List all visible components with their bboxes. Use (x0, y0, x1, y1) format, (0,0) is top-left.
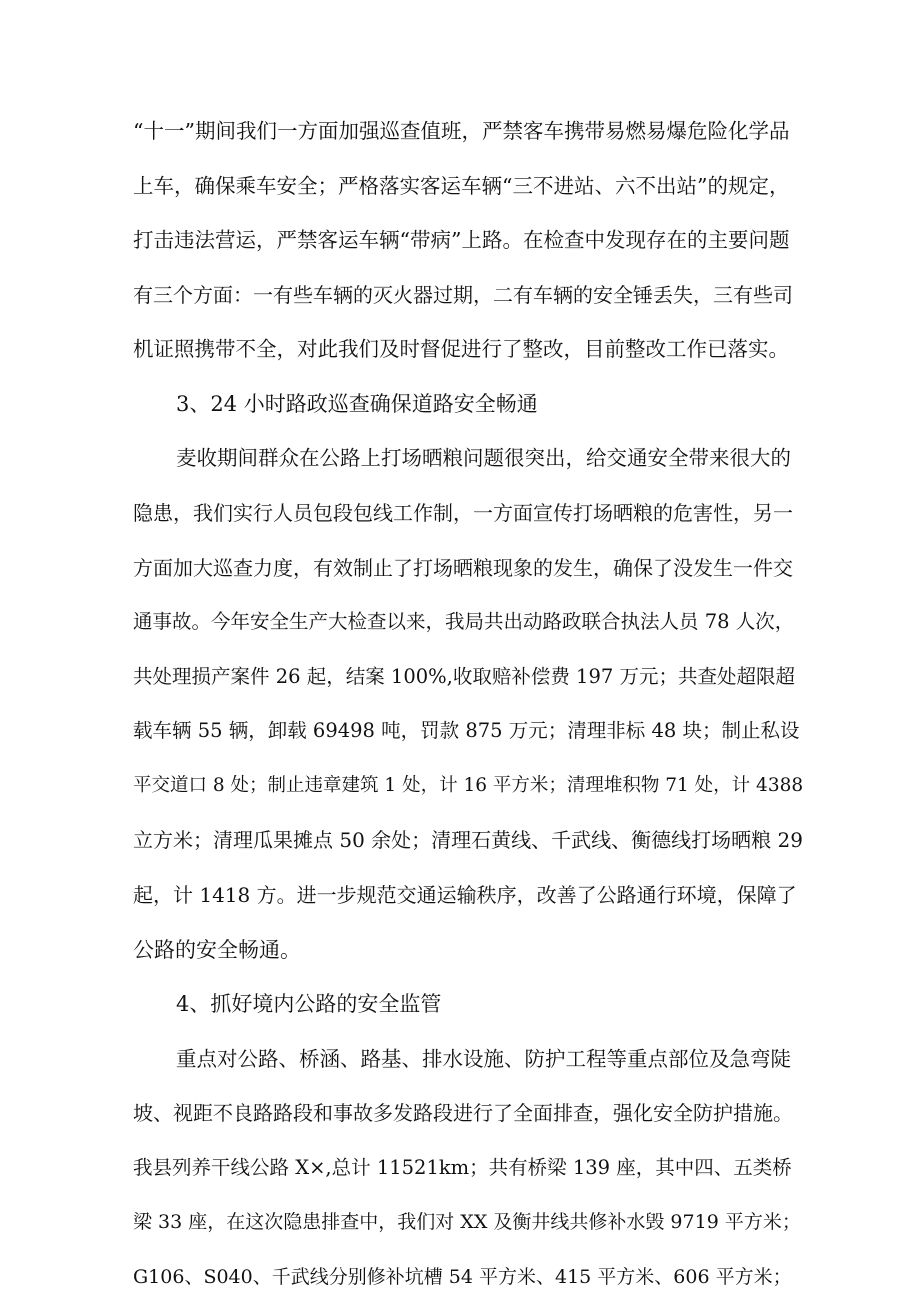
paragraph-3-line-2: 坡、视距不良路路段和事故多发路段进行了全面排查，强化安全防护措施。 (133, 1101, 793, 1125)
paragraph-1-line-4: 有三个方面：一有些车辆的灭火器过期，二有车辆的安全锤丢失，三有些司 (133, 283, 793, 307)
paragraph-2-line-10: 公路的安全畅通。 (133, 938, 301, 962)
paragraph-2-line-9: 起，计 1418 方。进一步规范交通运输秩序，改善了公路通行环境，保障了 (133, 883, 797, 907)
paragraph-2-line-5: 共处理损产案件 26 起，结案 100%,收取赔补偿费 197 万元；共查处超限超 (133, 665, 795, 688)
paragraph-1-line-3: 打击违法营运，严禁客运车辆“带病”上路。在检查中发现存在的主要问题 (133, 228, 790, 252)
paragraph-3-line-3: 我县列养干线公路 X×,总计 11521km；共有桥梁 139 座，其中四、五类桥 (133, 1156, 792, 1179)
paragraph-3-line-1: 重点对公路、桥涵、路基、排水设施、防护工程等重点部位及急弯陡 (176, 1047, 791, 1071)
paragraph-2-line-2: 隐患，我们实行人员包段包线工作制，一方面宣传打场晒粮的危害性，另一 (133, 501, 793, 525)
paragraph-3-line-5: G106、S040、千武线分别修补坑槽 54 平方米、415 平方米、606 平方米； (133, 1266, 792, 1288)
section-heading-4: 4、抓好境内公路的安全监管 (176, 992, 442, 1016)
paragraph-3-line-4: 梁 33 座，在这次隐患排查中，我们对 XX 及衡井线共修补水毁 9719 平方米； (133, 1211, 801, 1233)
paragraph-2-line-7: 平交道口 8 处；制止违章建筑 1 处，计 16 平方米；清理堆积物 71 处，计 4388 (133, 775, 803, 796)
paragraph-1-line-1: “十一”期间我们一方面加强巡查值班，严禁客车携带易燃易爆危险化学品 (133, 119, 790, 143)
section-heading-3: 3、24 小时路政巡查确保道路安全畅通 (176, 392, 538, 416)
paragraph-1-line-5: 机证照携带不全，对此我们及时督促进行了整改，目前整改工作已落实。 (133, 337, 789, 361)
paragraph-2-line-6: 载车辆 55 辆，卸载 69498 吨，罚款 875 万元；清理非标 48 块；制止私设 (133, 719, 800, 742)
paragraph-2-line-3: 方面加大巡查力度，有效制止了打场晒粮现象的发生，确保了没发生一件交 (133, 556, 793, 580)
paragraph-2-line-1: 麦收期间群众在公路上打场晒粮问题很突出，给交通安全带来很大的 (176, 446, 791, 470)
paragraph-1-line-2: 上车，确保乘车安全；严格落实客运车辆“三不进站、六不出站”的规定， (133, 174, 790, 198)
paragraph-2-line-8: 立方米；清理瓜果摊点 50 余处；清理石黄线、千武线、衡德线打场晒粮 29 (133, 828, 803, 852)
paragraph-2-line-4: 通事故。今年安全生产大检查以来，我局共出动路政联合执法人员 78 人次， (133, 610, 795, 633)
